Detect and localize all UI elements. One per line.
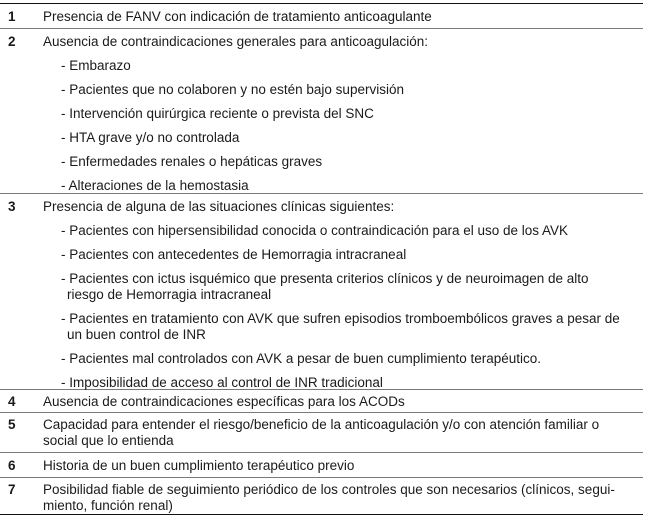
sub-item: - Pacientes con hipersensibilidad conocida o contraindicación para el uso de los AVK — [61, 223, 569, 238]
row-number: 2 — [8, 34, 16, 49]
criteria-table — [0, 3, 643, 515]
sub-item: - Alteraciones de la hemostasia — [61, 178, 249, 193]
table-row — [0, 390, 643, 413]
table-row — [0, 194, 643, 390]
row-number: 7 — [8, 482, 16, 497]
sub-item: - Pacientes con antecedentes de Hemorragia intracraneal — [61, 247, 407, 262]
sub-item: - Embarazo — [61, 58, 131, 73]
sub-item: - Pacientes con ictus isquémico que presenta criterios clínicos y de neuroimagen de alto riesgo de Hemorragia intracraneal — [61, 271, 589, 302]
row-number: 5 — [8, 417, 16, 432]
table-row — [0, 29, 643, 194]
row-text: Presencia de FANV con indicación de tratamiento anticoagulante — [43, 9, 432, 24]
row-text: Historia de un buen cumplimiento terapéutico previo — [43, 458, 355, 473]
row-number: 4 — [8, 394, 16, 409]
sub-item: - Imposibilidad de acceso al control de INR tradicional — [61, 375, 383, 390]
sub-item: - Pacientes que no colaboren y no estén bajo supervisión — [61, 82, 404, 97]
sub-item: - Intervención quirúrgica reciente o prevista del SNC — [61, 106, 374, 121]
table-row — [0, 478, 643, 515]
row-number: 3 — [8, 199, 16, 214]
row-text: Posibilidad fiable de seguimiento periódico de los controles que son necesarios (clínicos, segui- miento, función renal) — [43, 482, 615, 513]
row-text: Ausencia de contraindicaciones específicas para los ACODs — [43, 394, 405, 409]
row-text: Capacidad para entender el riesgo/beneficio de la anticoagulación y/o con atención familiar o social que lo entienda — [43, 417, 600, 448]
sub-item: - Enfermedades renales o hepáticas graves — [61, 154, 323, 169]
sub-item: - Pacientes en tratamiento con AVK que sufren episodios tromboembólicos graves a pesar de un buen control de INR — [61, 311, 620, 342]
table-row — [0, 4, 643, 29]
row-text: Ausencia de contraindicaciones generales para anticoagulación: — [43, 34, 429, 49]
table-row — [0, 413, 643, 453]
row-text: Presencia de alguna de las situaciones clínicas siguientes: — [43, 199, 395, 214]
table-row — [0, 453, 643, 478]
row-number: 6 — [8, 458, 16, 473]
sub-item: - Pacientes mal controlados con AVK a pesar de buen cumplimiento terapéutico. — [61, 351, 542, 366]
sub-item: - HTA grave y/o no controlada — [61, 130, 240, 145]
row-number: 1 — [8, 9, 16, 24]
